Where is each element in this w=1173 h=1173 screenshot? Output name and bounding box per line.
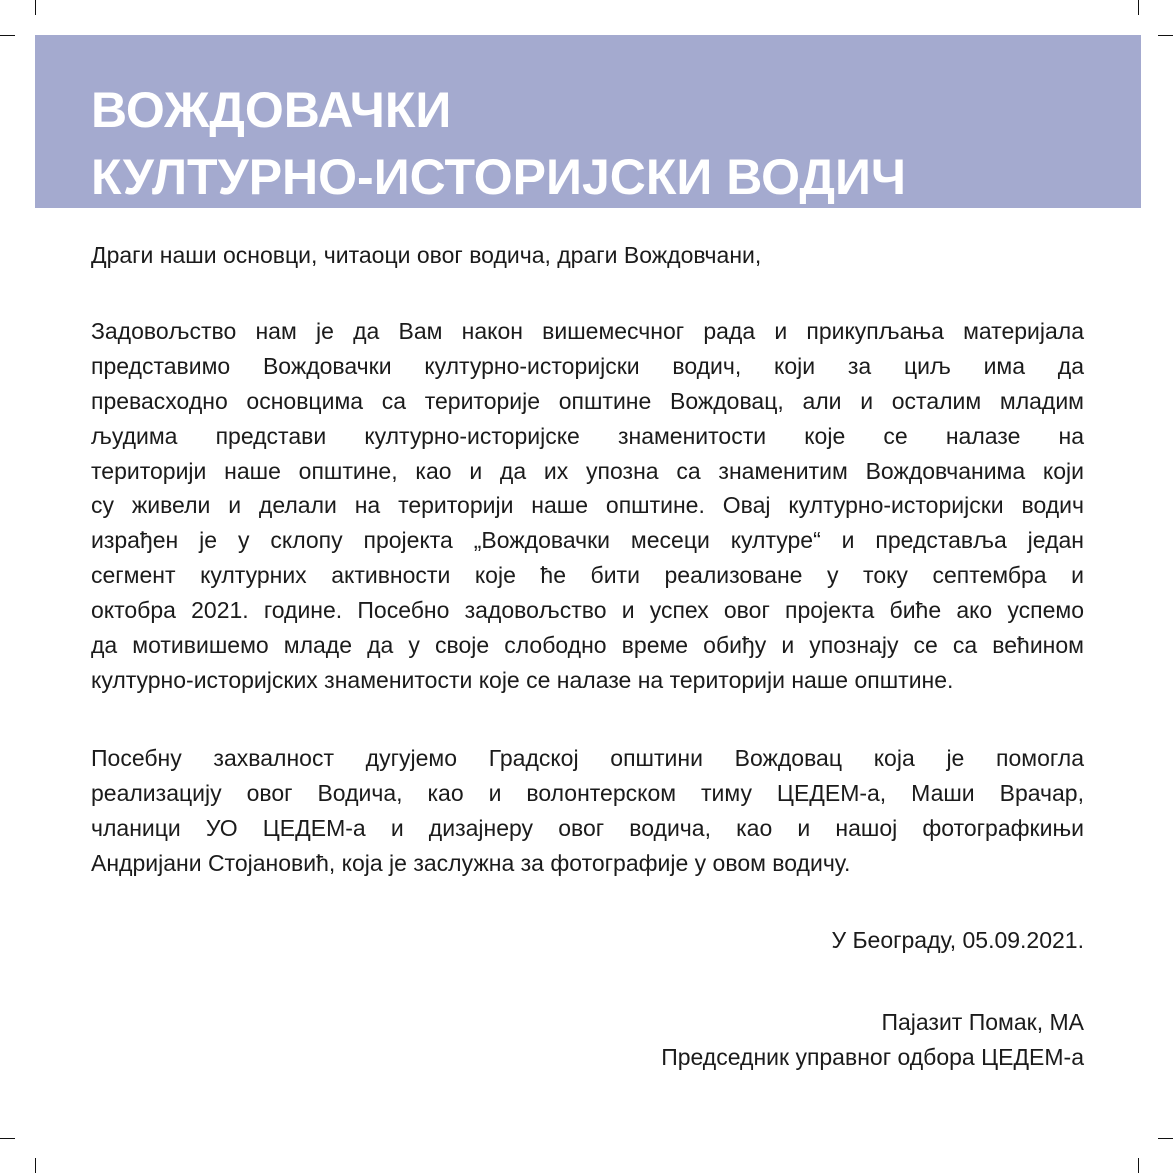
paragraph-line: октобра 2021. године. Посебно задовољство и успех овог пројекта биће ако успемо (91, 597, 1084, 624)
paragraph-line: чланици УО ЦЕДЕМ-а и дизајнеру овог водича, као и нашој фотографкињи (91, 814, 1084, 841)
paragraph-line: Задовољство нам је да Вам након вишемесчног рада и прикупљања материјала (91, 318, 1084, 344)
crop-mark-top-right-vertical (1138, 0, 1139, 15)
paragraph-line: људима представи културно-историјске знаменитости које се налазе на (91, 422, 1084, 449)
crop-mark-top-left-vertical (35, 0, 36, 15)
paragraph-line: Посебну захвалност дугујемо Градској општини Вождовац која је помогла (91, 745, 1084, 771)
greeting-block (91, 238, 1084, 273)
paragraph-line: израђен је у склопу пројекта „Вождовачки месеци културе“ и представља један (91, 527, 1084, 554)
crop-mark-bottom-left-vertical (35, 1158, 36, 1173)
paragraph-line: да мотивишемо младе да у своје слободно време обиђу и упознају се са већином (91, 632, 1084, 659)
crop-mark-top-left-horizontal (0, 35, 15, 36)
title-line-1: ВОЖДОВАЧКИ (91, 82, 452, 138)
crop-mark-bottom-right-horizontal (1158, 1138, 1173, 1139)
signature-block (91, 1005, 1084, 1075)
signature-role: Председник управног одбора ЦЕДЕМ-а (661, 1043, 1084, 1070)
place-date: У Београду, 05.09.2021. (831, 927, 1084, 953)
paragraph-line: сегмент културних активности које ће бити реализоване у току септембра и (91, 562, 1084, 589)
page-title (91, 77, 906, 211)
title-line-2: КУЛТУРНО-ИСТОРИЈСКИ ВОДИЧ (91, 149, 907, 205)
paragraph-line: превасходно основцима са територије општине Вождовац, али и осталим младим (91, 387, 1084, 414)
crop-mark-bottom-left-horizontal (0, 1138, 15, 1139)
paragraph-line: Андријани Стојановић, која је заслужна за фотографије у овом водичу. (91, 849, 851, 876)
paragraph-intro (91, 314, 1084, 698)
paragraph-line: реализацију овог Водича, као и волонтерском тиму ЦЕДЕМ-а, Маши Врачар, (91, 779, 1084, 806)
signature-name: Пајазит Помак, МА (881, 1009, 1084, 1035)
closing-block (91, 923, 1084, 958)
paragraph-line: су живели и делали на територији наше општине. Овај културно-историјски водич (91, 492, 1084, 519)
paragraph-line: представимо Вождовачки културно-историјски водич, који за циљ има да (91, 352, 1084, 379)
paragraph-thanks (91, 741, 1084, 881)
paragraph-line: територији наше општине, као и да их упозна са знаменитим Вождовчанима који (91, 457, 1084, 484)
paragraph-line: културно-историјских знаменитости које се налазе на територији наше општине. (91, 666, 954, 693)
greeting: Драги наши основци, читаоци овог водича, драги Вождовчани, (91, 242, 762, 268)
crop-mark-bottom-right-vertical (1138, 1158, 1139, 1173)
crop-mark-top-right-horizontal (1158, 35, 1173, 36)
